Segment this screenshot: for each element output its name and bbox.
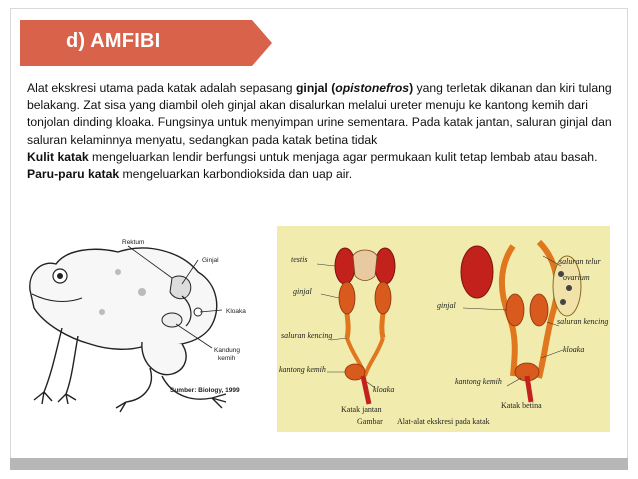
label-katak-betina: Katak betina xyxy=(501,401,542,410)
label-kemih: kemih xyxy=(218,355,236,362)
bottom-bar xyxy=(10,458,628,470)
bold-term: Kulit katak xyxy=(27,149,89,164)
bold-term: Paru-paru katak xyxy=(27,167,120,182)
body-text xyxy=(27,80,627,183)
label-kandung: Kandung xyxy=(214,347,241,354)
frog-diagram xyxy=(22,232,262,432)
label-kloaka-jantan: kloaka xyxy=(373,385,395,394)
slide-title: d) AMFIBI xyxy=(66,30,161,52)
excretory-organs-figure xyxy=(277,226,610,432)
label-kantong-kemih-betina: kantong kemih xyxy=(455,377,502,386)
paragraph-kulit xyxy=(27,149,627,166)
text-span: mengeluarkan karbondioksida dan uap air. xyxy=(119,167,353,182)
label-ovarium: ovarium xyxy=(563,273,590,282)
label-katak-jantan: Katak jantan xyxy=(341,405,382,414)
bold-term: ginjal ( xyxy=(295,81,336,95)
text-span: Alat ekskresi utama pada katak adalah sepasang xyxy=(27,81,296,95)
label-saluran-telur: saluran telur xyxy=(559,257,601,266)
figure-source: Sumber: Biology, 1999 xyxy=(170,387,240,394)
label-kloaka-betina: kloaka xyxy=(563,345,585,354)
bold-term: ) xyxy=(409,81,414,95)
label-rektum: Rektum xyxy=(122,239,145,246)
figure-caption: Alat-alat ekskresi pada katak xyxy=(397,417,490,426)
label-ginjal-betina: ginjal xyxy=(437,301,456,310)
label-kantong-kemih-jantan: kantong kemih xyxy=(279,365,326,374)
label-kloaka: Kloaka xyxy=(226,308,246,315)
bold-italic-term: opistonefros xyxy=(335,81,410,95)
label-saluran-kencing-jantan: saluran kencing xyxy=(281,331,333,340)
label-ginjal-jantan: ginjal xyxy=(293,287,312,296)
text-span: yang terletak dikanan dan kiri tulang belakang. Zat sisa yang diambil oleh ginjal akan disalurkan melalui ureter menuju ke kantong kemih dari tonjolan dinding kloaka. Fungsinya untuk menyimpan urine sementara. Pada katak jantan, saluran ginjal dan saluran kelaminnya menyatu, sedangkan pada katak betina tidak xyxy=(27,81,612,147)
figure-gambar-label: Gambar xyxy=(357,417,383,426)
label-saluran-kencing-betina: saluran kencing xyxy=(557,317,609,326)
paragraph-paru xyxy=(27,166,627,183)
paragraph-ginjal xyxy=(27,80,627,149)
label-testis: testis xyxy=(291,255,308,264)
label-ginjal: Ginjal xyxy=(202,257,219,264)
text-span: mengeluarkan lendir berfungsi untuk menjaga agar permukaan kulit tetap lembab atau basah. xyxy=(88,149,598,164)
